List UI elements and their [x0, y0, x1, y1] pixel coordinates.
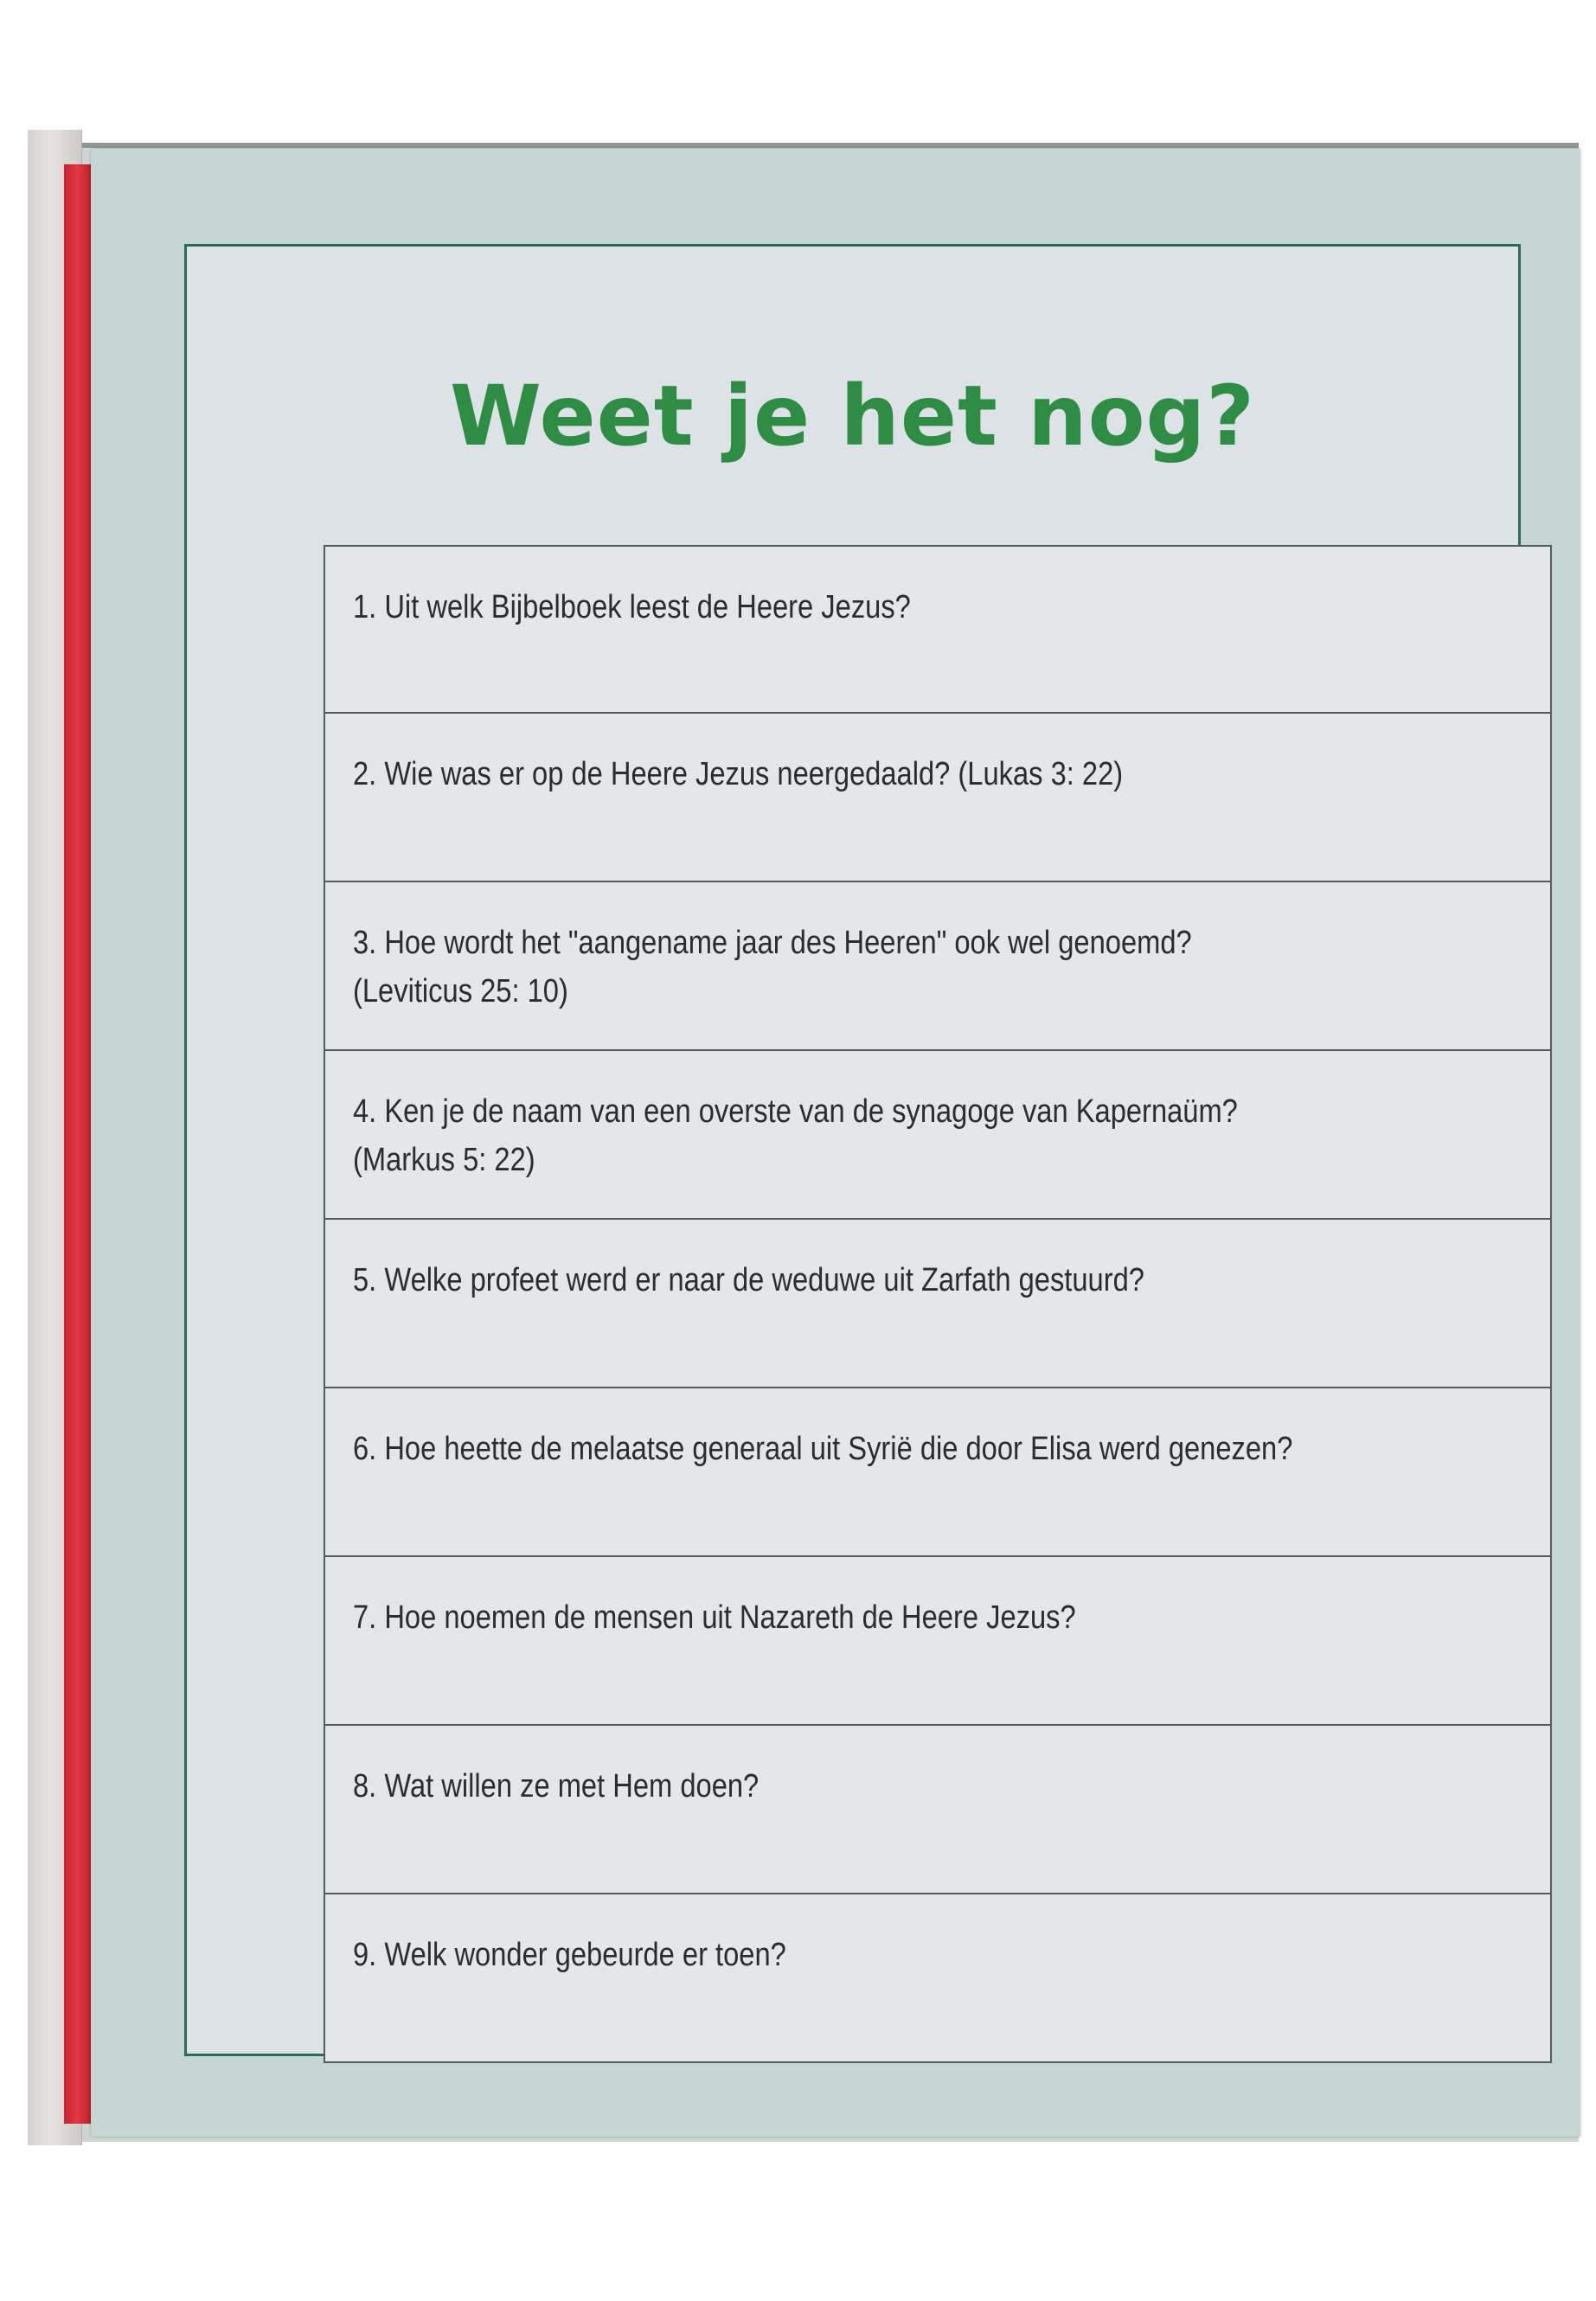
question-row — [324, 1051, 1552, 1220]
quiz-sheet — [184, 244, 1521, 2056]
question-label: 3. Hoe wordt het "aangename jaar des Heeren" ook wel genoemd? — [353, 925, 1192, 961]
question-text — [353, 1256, 1564, 1304]
question-label: 7. Hoe noemen de mensen uit Nazareth de Heere Jezus? — [353, 1599, 1076, 1636]
question-row — [324, 1388, 1552, 1557]
question-text — [353, 1087, 1564, 1184]
question-label: 2. Wie was er op de Heere Jezus neergedaald? (Lukas 3: 22) — [353, 756, 1124, 792]
question-row — [324, 545, 1552, 714]
question-text — [353, 583, 1564, 631]
question-text — [353, 750, 1564, 798]
question-text — [353, 1425, 1564, 1473]
question-text — [353, 1593, 1564, 1642]
question-row — [324, 1220, 1552, 1388]
question-label: 4. Ken je de naam van een overste van de synagoge van Kapernaüm? — [353, 1093, 1238, 1130]
question-label: 8. Wat willen ze met Hem doen? — [353, 1768, 760, 1804]
question-row — [324, 882, 1552, 1051]
question-label: 6. Hoe heette de melaatse generaal uit Syrië die door Elisa werd genezen? — [353, 1431, 1293, 1467]
question-label: 9. Welk wonder gebeurde er toen? — [353, 1937, 786, 1973]
question-text — [353, 1931, 1564, 1979]
book-page — [91, 149, 1580, 2137]
question-text — [353, 919, 1564, 1016]
question-label: 1. Uit welk Bijbelboek leest de Heere Jezus? — [353, 589, 911, 625]
question-reference: (Markus 5: 22) — [353, 1142, 535, 1178]
question-label: 5. Welke profeet werd er naar de weduwe uit Zarfath gestuurd? — [353, 1262, 1144, 1298]
question-row — [324, 1557, 1552, 1726]
book-spine — [64, 164, 93, 2124]
question-row — [324, 1894, 1552, 2063]
question-row — [324, 714, 1552, 882]
question-reference: (Leviticus 25: 10) — [353, 973, 568, 1009]
question-text — [353, 1762, 1564, 1811]
page-title: Weet je het nog? — [450, 368, 1255, 465]
question-row — [324, 1726, 1552, 1894]
question-list — [324, 545, 1552, 2063]
